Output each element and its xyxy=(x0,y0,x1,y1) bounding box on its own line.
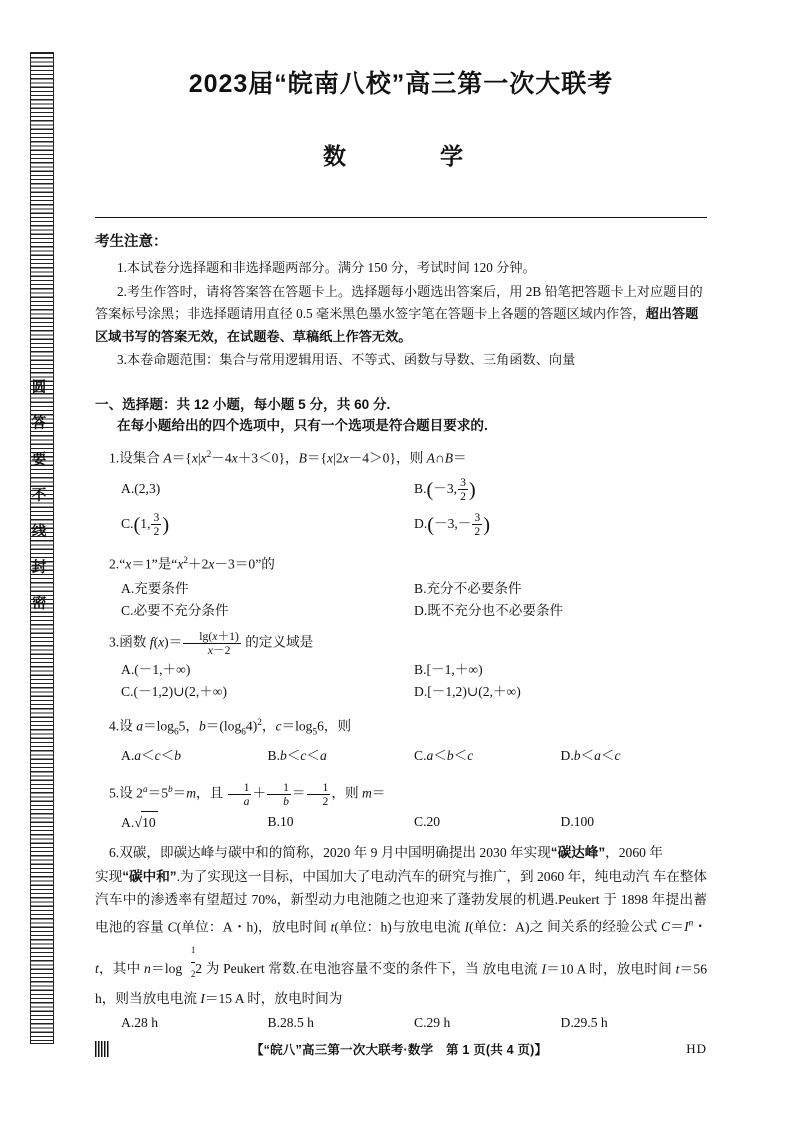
notice-bold-warning: 超出答题区域书写的答案无效，在试题卷、草稿纸上作答无效。 xyxy=(95,306,699,344)
option-4-A[interactable]: A.a＜c＜b xyxy=(121,747,182,763)
question-6-options xyxy=(95,1012,707,1035)
option-3-C[interactable]: C.(－1,2)∪(2,＋∞) xyxy=(121,684,228,700)
question-2-options xyxy=(95,578,707,623)
option-6-D[interactable]: D.29.5 h xyxy=(560,1015,608,1031)
question-6-line-5: 间关系的经验公式 $C=I^n$・t，其中 n＝log $\frac{1}{2}$ 2 为 Peukert 常数.在电池容量不变的条件下，当 xyxy=(95,919,707,976)
page-title: 2023届“皖南八校”高三第一次大联考 xyxy=(188,70,614,98)
question-5-stem: 5.设 $2^a=5^b=m$，且 $\frac{1}{a}$ ＋ $\frac{1}{b}$ ＝ $\frac{1}{2}$ ，则 m＝ xyxy=(109,780,386,808)
question-6-line-3: 车在整体汽车中的渗透率有望超过 70%，新型动力电池随之也迎来了蓬勃发展的机遇.Peukert xyxy=(95,868,708,908)
barcode-icon xyxy=(95,1041,109,1057)
question-3 xyxy=(95,630,707,704)
question-5-options xyxy=(95,811,707,835)
option-2-C[interactable]: C.必要不充分条件 xyxy=(121,603,229,619)
question-3-options xyxy=(95,659,707,704)
option-1-A[interactable]: A.(2,3) xyxy=(121,480,161,496)
section-heading-cont: 在每小题给出的四个选项中，只有一个选项是符合题目要求的. xyxy=(117,417,488,433)
option-3-D[interactable]: D.[－1,2)∪(2,＋∞) xyxy=(414,684,521,700)
subject-title: 数 学 xyxy=(323,143,479,169)
side-note-char-1: 答 xyxy=(31,416,47,432)
page-footer xyxy=(95,1040,707,1058)
question-6 xyxy=(95,841,707,1035)
option-2-A[interactable]: A.充要条件 xyxy=(121,580,189,596)
side-note-char-3: 不 xyxy=(31,488,47,504)
question-3-stem: 3.函数 f(x)＝ $\frac{\lg(x+1)}{x-2}$ 的定义域是 xyxy=(109,629,314,657)
question-6-stem xyxy=(95,841,707,1010)
option-3-A[interactable]: A.(－1,＋∞) xyxy=(121,661,191,677)
option-5-D[interactable]: D.100 xyxy=(560,813,595,829)
footer-label: 【“皖八”高三第一次大联考·数学 第 1 页(共 4 页)】 xyxy=(250,1043,548,1057)
footer-code: HD xyxy=(686,1041,707,1056)
option-1-B[interactable]: B.(－3, $\frac{3}{2}$ ) xyxy=(414,475,476,503)
side-note-char-4: 线 xyxy=(31,524,47,540)
option-5-C[interactable]: C.20 xyxy=(414,813,441,829)
section-heading xyxy=(95,394,707,436)
question-2-stem: 2.“x＝1”是“$x^2+2x-3=0$”的 xyxy=(109,554,275,572)
question-6-line-6: 放电电流 I＝10 A 时，放电时间 t＝56 h，则当放电电流 I＝15 A 时，放电时间为 xyxy=(95,961,707,1006)
option-6-B[interactable]: B.28.5 h xyxy=(267,1015,314,1031)
option-4-D[interactable]: D.b＜a＜c xyxy=(560,747,621,763)
notice-item-1: 1.本试卷分选择题和非选择题两部分。满分 150 分，考试时间 120 分钟。 xyxy=(117,260,536,275)
side-note-char-0: 圆 xyxy=(31,380,47,396)
option-3-B[interactable]: B.[－1,＋∞) xyxy=(414,661,483,677)
option-4-B[interactable]: B.b＜c＜a xyxy=(267,747,327,763)
option-6-A[interactable]: A.28 h xyxy=(121,1015,159,1031)
side-note-char-2: 要 xyxy=(31,452,47,468)
notice-item-3: 3.本卷命题范围：集合与常用逻辑用语、不等式、函数与导数、三角函数、向量 xyxy=(117,352,576,367)
notice-item-2: 2.考生作答时，请将答案答在答题卡上。选择题每小题选出答案后，用 2B 铅笔把答题卡上对应题目的答案标号涂黑；非选择题请用直径 0.5 毫米黑色墨水签字笔在答题卡上各题的答题区域内作答，超出答题区域书写的答案无效，在试题卷、草稿纸上作答无效。 xyxy=(95,283,703,344)
option-1-D[interactable]: D.(－3,－ $\frac{3}{2}$ ) xyxy=(414,510,491,538)
option-4-C[interactable]: C.a＜b＜c xyxy=(414,747,474,763)
notice-heading: 考生注意： xyxy=(95,234,168,250)
question-1 xyxy=(95,443,707,542)
notice-list xyxy=(95,257,707,372)
question-1-options xyxy=(95,472,707,542)
option-1-C[interactable]: C.(1, $\frac{3}{2}$ ) xyxy=(121,510,170,538)
question-4-stem: 4.设 $a=\log_65$，$b=(\log_64)^2$，$c=\log_56$，则 xyxy=(109,716,352,736)
side-margin-note xyxy=(22,370,56,622)
question-5 xyxy=(95,774,707,834)
option-5-B[interactable]: B.10 xyxy=(267,813,294,829)
question-6-line-1: 6.双碳，即碳达峰与碳中和的简称，2020 年 9 月中国明确提出 2030 年实现“碳达峰”，2060 年 xyxy=(109,845,663,861)
divider xyxy=(95,217,707,218)
option-2-D[interactable]: D.既不充分也不必要条件 xyxy=(414,603,564,619)
section-heading-main: 一、选择题：共 12 小题，每小题 5 分，共 60 分. xyxy=(95,396,391,412)
option-6-C[interactable]: C.29 h xyxy=(414,1015,451,1031)
side-note-char-6: 密 xyxy=(31,596,47,612)
question-6-line-4: 于 1898 年提出蓄电池的容量 C(单位：A・h)，放电时间 t(单位：h)与放电电流 I(单位：A)之 xyxy=(95,892,707,935)
question-2 xyxy=(95,549,707,623)
side-note-char-5: 封 xyxy=(31,560,47,576)
exam-page xyxy=(95,48,707,1035)
question-6-line-2: 实现“碳中和”.为了实现这一目标，中国加大了电动汽车的研究与推广，到 2060 年，纯电动汽 xyxy=(95,868,650,884)
question-4-options xyxy=(95,745,707,768)
option-2-B[interactable]: B.充分不必要条件 xyxy=(414,580,522,596)
option-5-A[interactable]: A.√10 xyxy=(121,811,268,835)
question-4 xyxy=(95,711,707,767)
question-1-stem: 1.设集合 $A=\{x|x^2-4x+3<0\}$，B＝{x|2x－4＞0}，则 A∩B＝ xyxy=(109,448,467,466)
